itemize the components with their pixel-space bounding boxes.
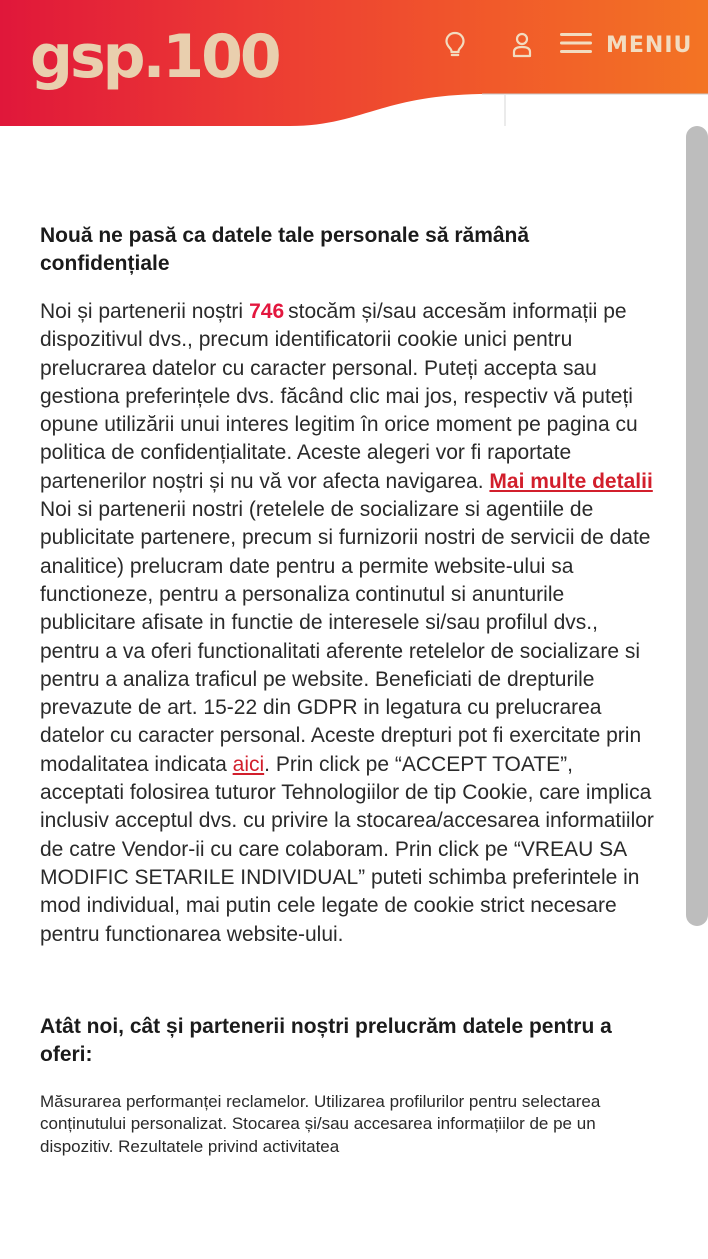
- menu-button[interactable]: [560, 28, 692, 62]
- user-icon[interactable]: [507, 30, 537, 60]
- partner-count-link[interactable]: 746: [249, 300, 285, 323]
- gdpr-text-end: . Prin click pe “ACCEPT TOATE”, acceptati folosirea tuturor Tehnologiilor de tip Cookie, care implica inclusiv acceptul dvs. cu privire la stocarea/accesarea informatiilor de catre Vendor-ii cu care colaboram. Prin click pe “VREAU SA MODIFIC SETARILE INDIVIDUAL” puteti schimba preferintele in mod individual, mai putin cele legate de cookie strict necesare pentru functionarea website-ului.: [40, 752, 654, 946]
- intro-text-start: Noi și partenerii noștri: [40, 300, 244, 323]
- more-details-link[interactable]: Mai multe detalii: [489, 469, 653, 493]
- site-logo[interactable]: gsp.100: [30, 22, 279, 92]
- scrollbar-thumb[interactable]: [686, 126, 708, 926]
- menu-label: MENIU: [606, 32, 693, 58]
- consent-content: [40, 222, 655, 1158]
- scrollbar[interactable]: [686, 126, 708, 926]
- gdpr-text-start: Noi si partenerii nostri (retelele de socializare si agentiile de publicitate partenere, precum si furnizorii nostri de servicii de date analitice) prelucram date pentru a permite website-ului sa functioneze, pentru a personaliza continutul si anunturile publicitare afisate in functie de interesele si/sau profilul dvs., pentru a va oferi functionalitati aferente retelelor de socializare si pentru a analiza traficul pe website. Beneficiati de drepturile prevazute de art. 15-22 din GDPR in legatura cu prelucrarea datelor cu caracter personal. Aceste drepturi pot fi exercitate prin modalitatea indicata: [40, 498, 651, 776]
- consent-dialog: [0, 126, 708, 1259]
- purposes-title: Atât noi, cât și partenerii noștri prelucrăm datele pentru a oferi:: [40, 1014, 612, 1066]
- consent-title: Nouă ne pasă ca datele tale personale să rămână confidențiale: [40, 224, 530, 275]
- site-header: [0, 0, 708, 126]
- consent-intro-paragraph: [40, 298, 655, 949]
- hamburger-icon: [560, 31, 592, 59]
- rights-here-link[interactable]: aici: [232, 752, 265, 776]
- intro-text-end: stocăm și/sau accesăm informații pe dispozitivul dvs., precum identificatorii cookie unici pentru prelucrarea datelor cu caracter personal. Puteți accepta sau gestiona preferințele dvs. făcând clic mai jos, respectiv vă puteți opune utilizării unui interes legitim în orice moment pe pagina cu politica de confidențialitate. Aceste alegeri vor fi raportate partenerilor noștri și nu vă vor afecta navigarea.: [40, 300, 638, 493]
- lightbulb-icon[interactable]: [440, 30, 470, 60]
- purposes-text: Măsurarea performanței reclamelor. Utilizarea profilurilor pentru selectarea conținutului personalizat. Stocarea și/sau accesarea informațiilor de pe un dispozitiv. Rezultatele privind activitatea: [40, 1091, 601, 1156]
